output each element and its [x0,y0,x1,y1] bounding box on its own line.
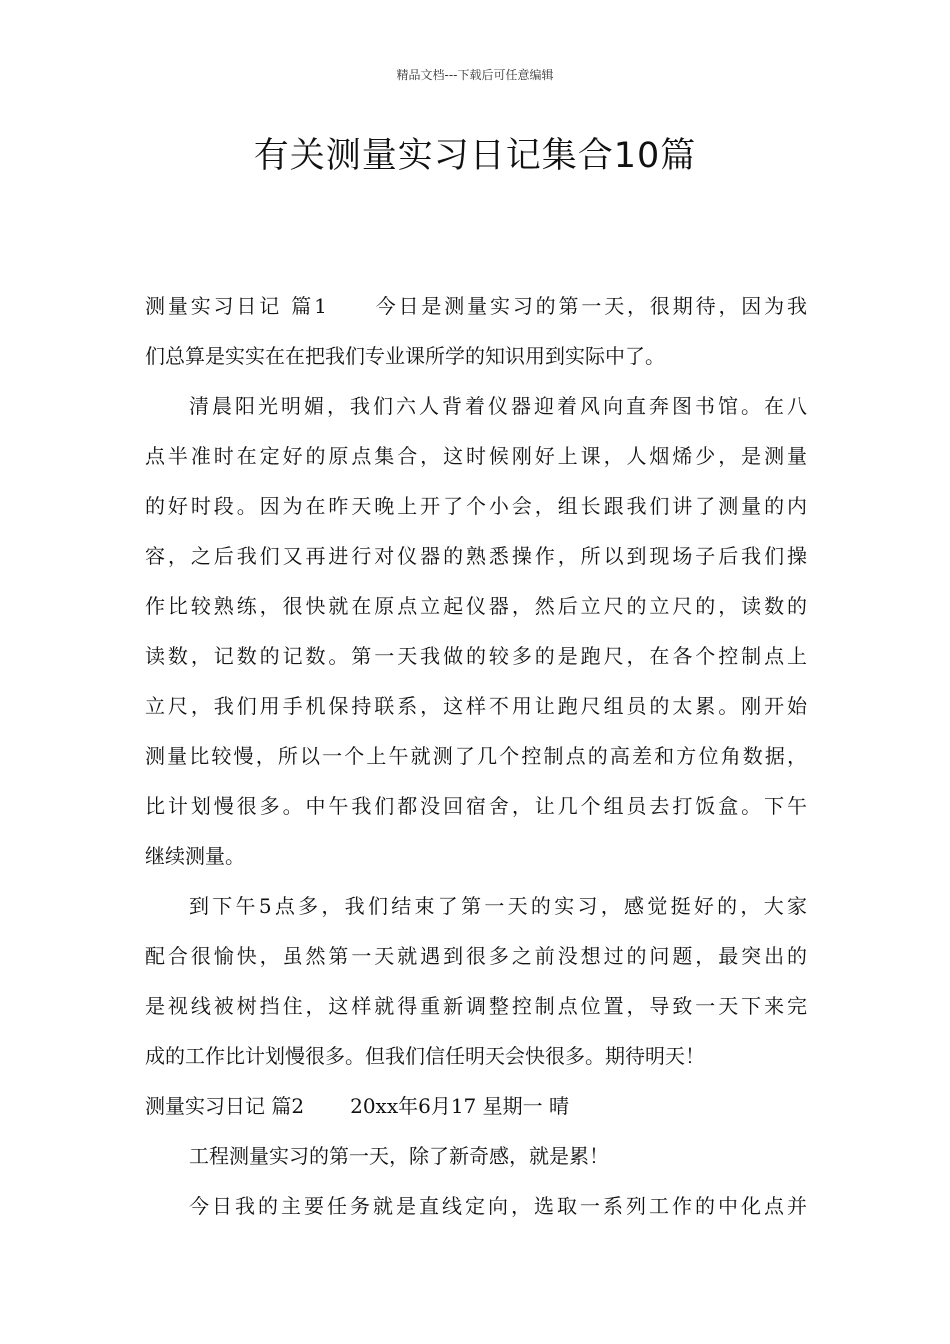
paragraph-line: 工程测量实习的第一天，除了新奇感，就是累！ [189,1144,609,1168]
paragraph-line: 是视线被树挡住，这样就得重新调整控制点位置，导致一天下来完 [145,994,807,1018]
paragraph-line: 容，之后我们又再进行对仪器的熟悉操作，所以到现场子后我们操 [145,544,807,568]
page-header-note: 精品文档---下载后可任意编辑 [396,68,554,82]
document-title: 有关测量实习日记集合10篇 [253,136,697,176]
entry1-first-line [145,281,807,331]
paragraph-line: 的好时段。因为在昨天晚上开了个小会，组长跟我们讲了测量的内 [145,494,807,518]
paragraph-line: 点半准时在定好的原点集合，这时候刚好上课，人烟烯少，是测量 [145,444,807,468]
paragraph-line: 配合很愉快，虽然第一天就遇到很多之前没想过的问题，最突出的 [145,944,807,968]
paragraph-line: 清晨阳光明媚，我们六人背着仪器迎着风向直奔图书馆。在八 [189,394,807,418]
paragraph-line: 立尺，我们用手机保持联系，这样不用让跑尺组员的太累。刚开始 [145,694,807,718]
entry2-date: 20xx年6月17 星期一 晴 [350,1094,569,1118]
document-body [145,281,807,1231]
paragraph-line: 作比较熟练，很快就在原点立起仪器，然后立尺的立尺的，读数的 [145,594,807,618]
paragraph-line: 继续测量。 [145,844,245,868]
paragraph-line: 到下午5点多，我们结束了第一天的实习，感觉挺好的，大家 [189,894,807,918]
paragraph-line: 成的工作比计划慢很多。但我们信任明天会快很多。期待明天！ [145,1044,705,1068]
entry1-opening-text: 今日是测量实习的第一天，很期待，因为我 [372,294,807,318]
paragraph-line: 读数，记数的记数。第一天我做的较多的是跑尺，在各个控制点上 [145,644,807,668]
paragraph-line: 今日我的主要任务就是直线定向，选取一系列工作的中化点并 [189,1194,807,1218]
paragraph-line: 测量比较慢，所以一个上午就测了几个控制点的高差和方位角数据， [145,744,807,768]
paragraph-line: 比计划慢很多。中午我们都没回宿舍，让几个组员去打饭盒。下午 [145,794,807,818]
entry1-heading: 测量实习日记 篇1 [145,294,327,318]
paragraph-line: 们总算是实实在在把我们专业课所学的知识用到实际中了。 [145,344,665,368]
entry2-first-line [145,1081,807,1131]
entry2-heading: 测量实习日记 篇2 [145,1094,305,1118]
